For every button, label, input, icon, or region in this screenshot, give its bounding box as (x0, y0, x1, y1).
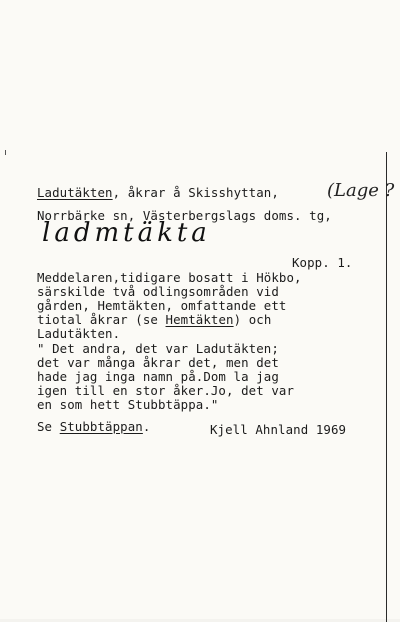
card-edge (386, 152, 387, 622)
body-line: Meddelaren,tidigare bosatt i Hökbo, (37, 270, 302, 285)
location-line: Norrbärke sn, Västerbergslags doms. tg, (37, 208, 332, 223)
place-name: Ladutäkten (37, 185, 113, 200)
crossref-hemtakten: Hemtäkten (165, 312, 234, 327)
header-line (37, 186, 287, 200)
signature: Kjell Ahnland 1969 (210, 422, 347, 437)
body-line: särskilde två odlingsområden vid (37, 284, 279, 299)
card-edge-mark (5, 150, 6, 155)
body-line: en som hett Stubbtäppa." (37, 397, 219, 412)
body-line: Ladutäkten. (37, 326, 121, 341)
body-line: det var många åkrar det, men det (37, 355, 279, 370)
kopp-label: Kopp. 1. (292, 255, 353, 270)
see-also-line: Se Stubbtäppan. (37, 419, 151, 434)
place-description: , åkrar å Skisshyttan, (112, 185, 287, 200)
body-line: igen till en stor åker.Jo, det var (37, 383, 295, 398)
handwritten-note: (Lage ? (327, 180, 395, 201)
body-line: hade jag inga namn på.Dom la jag (37, 369, 279, 384)
crossref-stubbtappan: Stubbtäppan (59, 419, 143, 434)
handwritten-pronunciation: ladmtäkta (42, 218, 211, 248)
body-line: gården, Hemtäkten, omfattande ett (37, 298, 287, 313)
body-line: tiotal åkrar (se Hemtäkten) och (37, 312, 272, 327)
body-line: " Det andra, det var Ladutäkten; (37, 341, 279, 356)
